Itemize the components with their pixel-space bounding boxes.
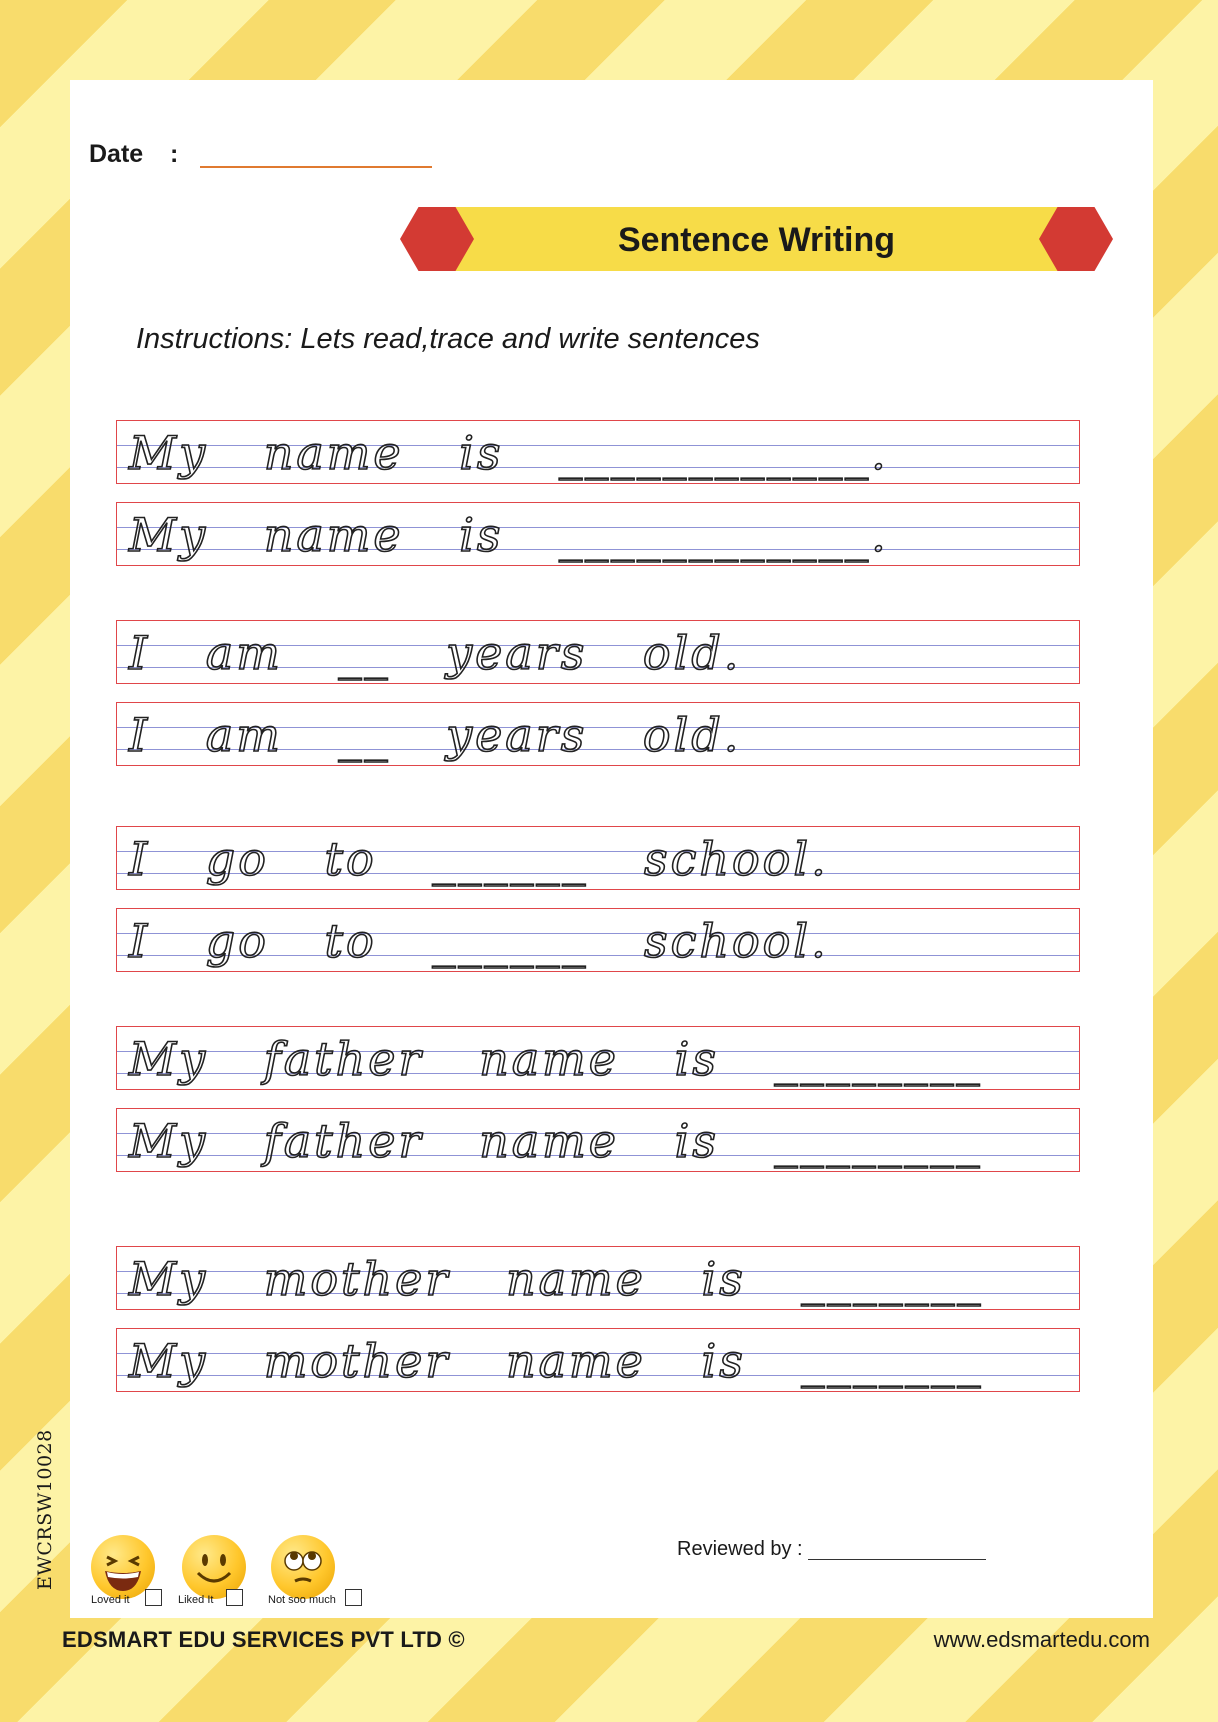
tracing-row[interactable] xyxy=(116,908,1080,972)
website-link[interactable]: www.edsmartedu.com xyxy=(933,1627,1150,1652)
not-soo-much-checkbox[interactable] xyxy=(345,1589,362,1606)
date-colon: : xyxy=(170,140,179,168)
tracing-sentence: I am __ years old. xyxy=(129,626,742,680)
tracing-sentence: My name is ____________. xyxy=(129,426,889,480)
tracing-sentence: My mother name is _______ xyxy=(129,1252,984,1306)
tracing-sentence: I go to ______ school. xyxy=(129,832,829,886)
tracing-sentence: My mother name is _______ xyxy=(129,1334,984,1388)
feedback-label: Liked It xyxy=(178,1594,214,1606)
loved-it-checkbox[interactable] xyxy=(145,1589,162,1606)
instructions-text: Instructions: Lets read,trace and write sentences xyxy=(136,323,760,355)
tracing-row[interactable] xyxy=(116,702,1080,766)
tracing-row[interactable] xyxy=(116,1328,1080,1392)
liked-it-checkbox[interactable] xyxy=(226,1589,243,1606)
tracing-row[interactable] xyxy=(116,1246,1080,1310)
tracing-sentence: I go to ______ school. xyxy=(129,914,829,968)
company-name: EDSMART EDU SERVICES PVT LTD © xyxy=(62,1627,465,1652)
tracing-sentence: My name is ____________. xyxy=(129,508,889,562)
tracing-sentence: My father name is ________ xyxy=(129,1032,983,1086)
tracing-row[interactable] xyxy=(116,826,1080,890)
title-banner xyxy=(400,207,1113,271)
tracing-row[interactable] xyxy=(116,620,1080,684)
worksheet-code: EWCRSW10028 xyxy=(34,1429,56,1590)
tracing-sentence: I am __ years old. xyxy=(129,708,742,762)
reviewed-by-line[interactable] xyxy=(808,1559,986,1560)
rolling-eyes-face-icon xyxy=(271,1535,335,1599)
tracing-row[interactable] xyxy=(116,1026,1080,1090)
tracing-row[interactable] xyxy=(116,502,1080,566)
reviewed-by-label: Reviewed by : xyxy=(677,1538,803,1560)
date-field-line[interactable] xyxy=(200,166,432,168)
date-label: Date xyxy=(89,140,144,168)
tracing-row[interactable] xyxy=(116,420,1080,484)
tracing-row[interactable] xyxy=(116,1108,1080,1172)
tracing-sentence: My father name is ________ xyxy=(129,1114,983,1168)
page-title: Sentence Writing xyxy=(617,221,896,259)
feedback-label: Loved it xyxy=(91,1594,130,1606)
feedback-label: Not soo much xyxy=(268,1594,336,1606)
